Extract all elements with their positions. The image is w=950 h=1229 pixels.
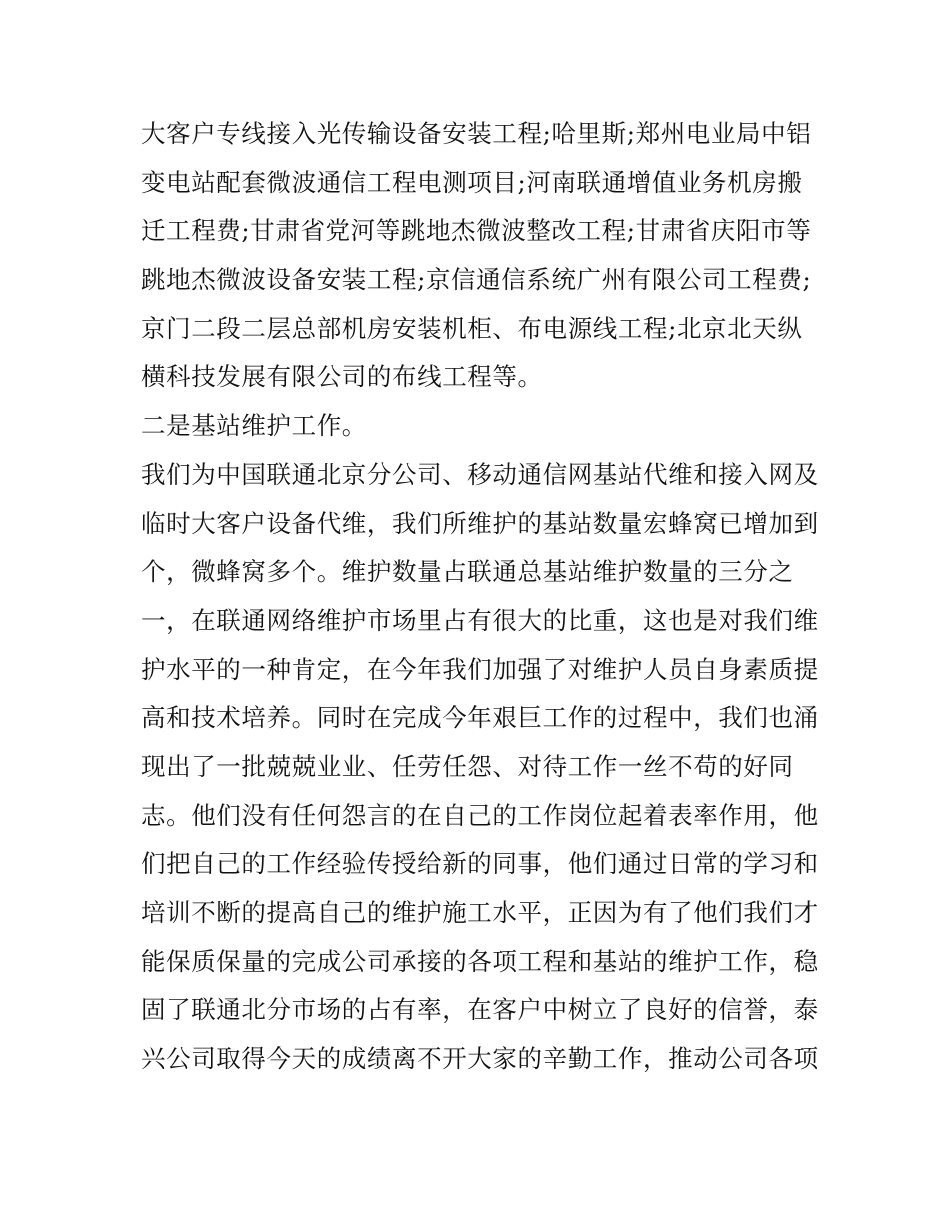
text-line: 个，微蜂窝多个。维护数量占联通总基站维护数量的三分之 [141, 557, 794, 587]
section-heading: 二是基站维护工作。 [141, 411, 367, 441]
text-line: 能保质保量的完成公司承接的各项工程和基站的维护工作，稳 [141, 946, 819, 976]
text-line: 现出了一批兢兢业业、任劳任怨、对待工作一丝不苟的好同 [141, 751, 794, 781]
text-line: 们把自己的工作经验传授给新的同事，他们通过日常的学习和 [141, 849, 819, 879]
text-line: 迁工程费;甘肃省党河等跳地杰微波整改工程;甘肃省庆阳市等 [141, 216, 812, 246]
text-line: 大客户专线接入光传输设备安装工程;哈里斯;郑州电业局中铝 [141, 119, 812, 148]
text-line: 一，在联通网络维护市场里占有很大的比重，这也是对我们维 [141, 605, 819, 635]
text-line: 我们为中国联通北京分公司、移动通信网基站代维和接入网及 [141, 459, 819, 489]
text-line: 横科技发展有限公司的布线工程等。 [141, 362, 543, 392]
text-line: 志。他们没有任何怨言的在自己的工作岗位起着表率作用，他 [141, 800, 819, 830]
text-line: 固了联通北分市场的占有率，在客户中树立了良好的信誉，泰 [141, 995, 819, 1025]
text-line: 护水平的一种肯定，在今年我们加强了对维护人员自身素质提 [141, 654, 819, 684]
text-line: 高和技术培养。同时在完成今年艰巨工作的过程中，我们也涌 [141, 703, 819, 733]
text-line: 兴公司取得今天的成绩离不开大家的辛勤工作，推动公司各项 [141, 1044, 819, 1074]
text-line: 培训不断的提高自己的维护施工水平，正因为有了他们我们才 [141, 898, 819, 927]
text-line: 变电站配套微波通信工程电测项目;河南联通增值业务机房搬 [141, 167, 803, 197]
text-line: 京门二段二层总部机房安装机柜、布电源线工程;北京北天纵 [141, 313, 803, 343]
text-line: 跳地杰微波设备安装工程;京信通信系统广州有限公司工程费; [141, 265, 812, 295]
text-line: 临时大客户设备代维，我们所维护的基站数量宏蜂窝已增加到 [141, 508, 819, 538]
document-body [141, 110, 821, 1084]
